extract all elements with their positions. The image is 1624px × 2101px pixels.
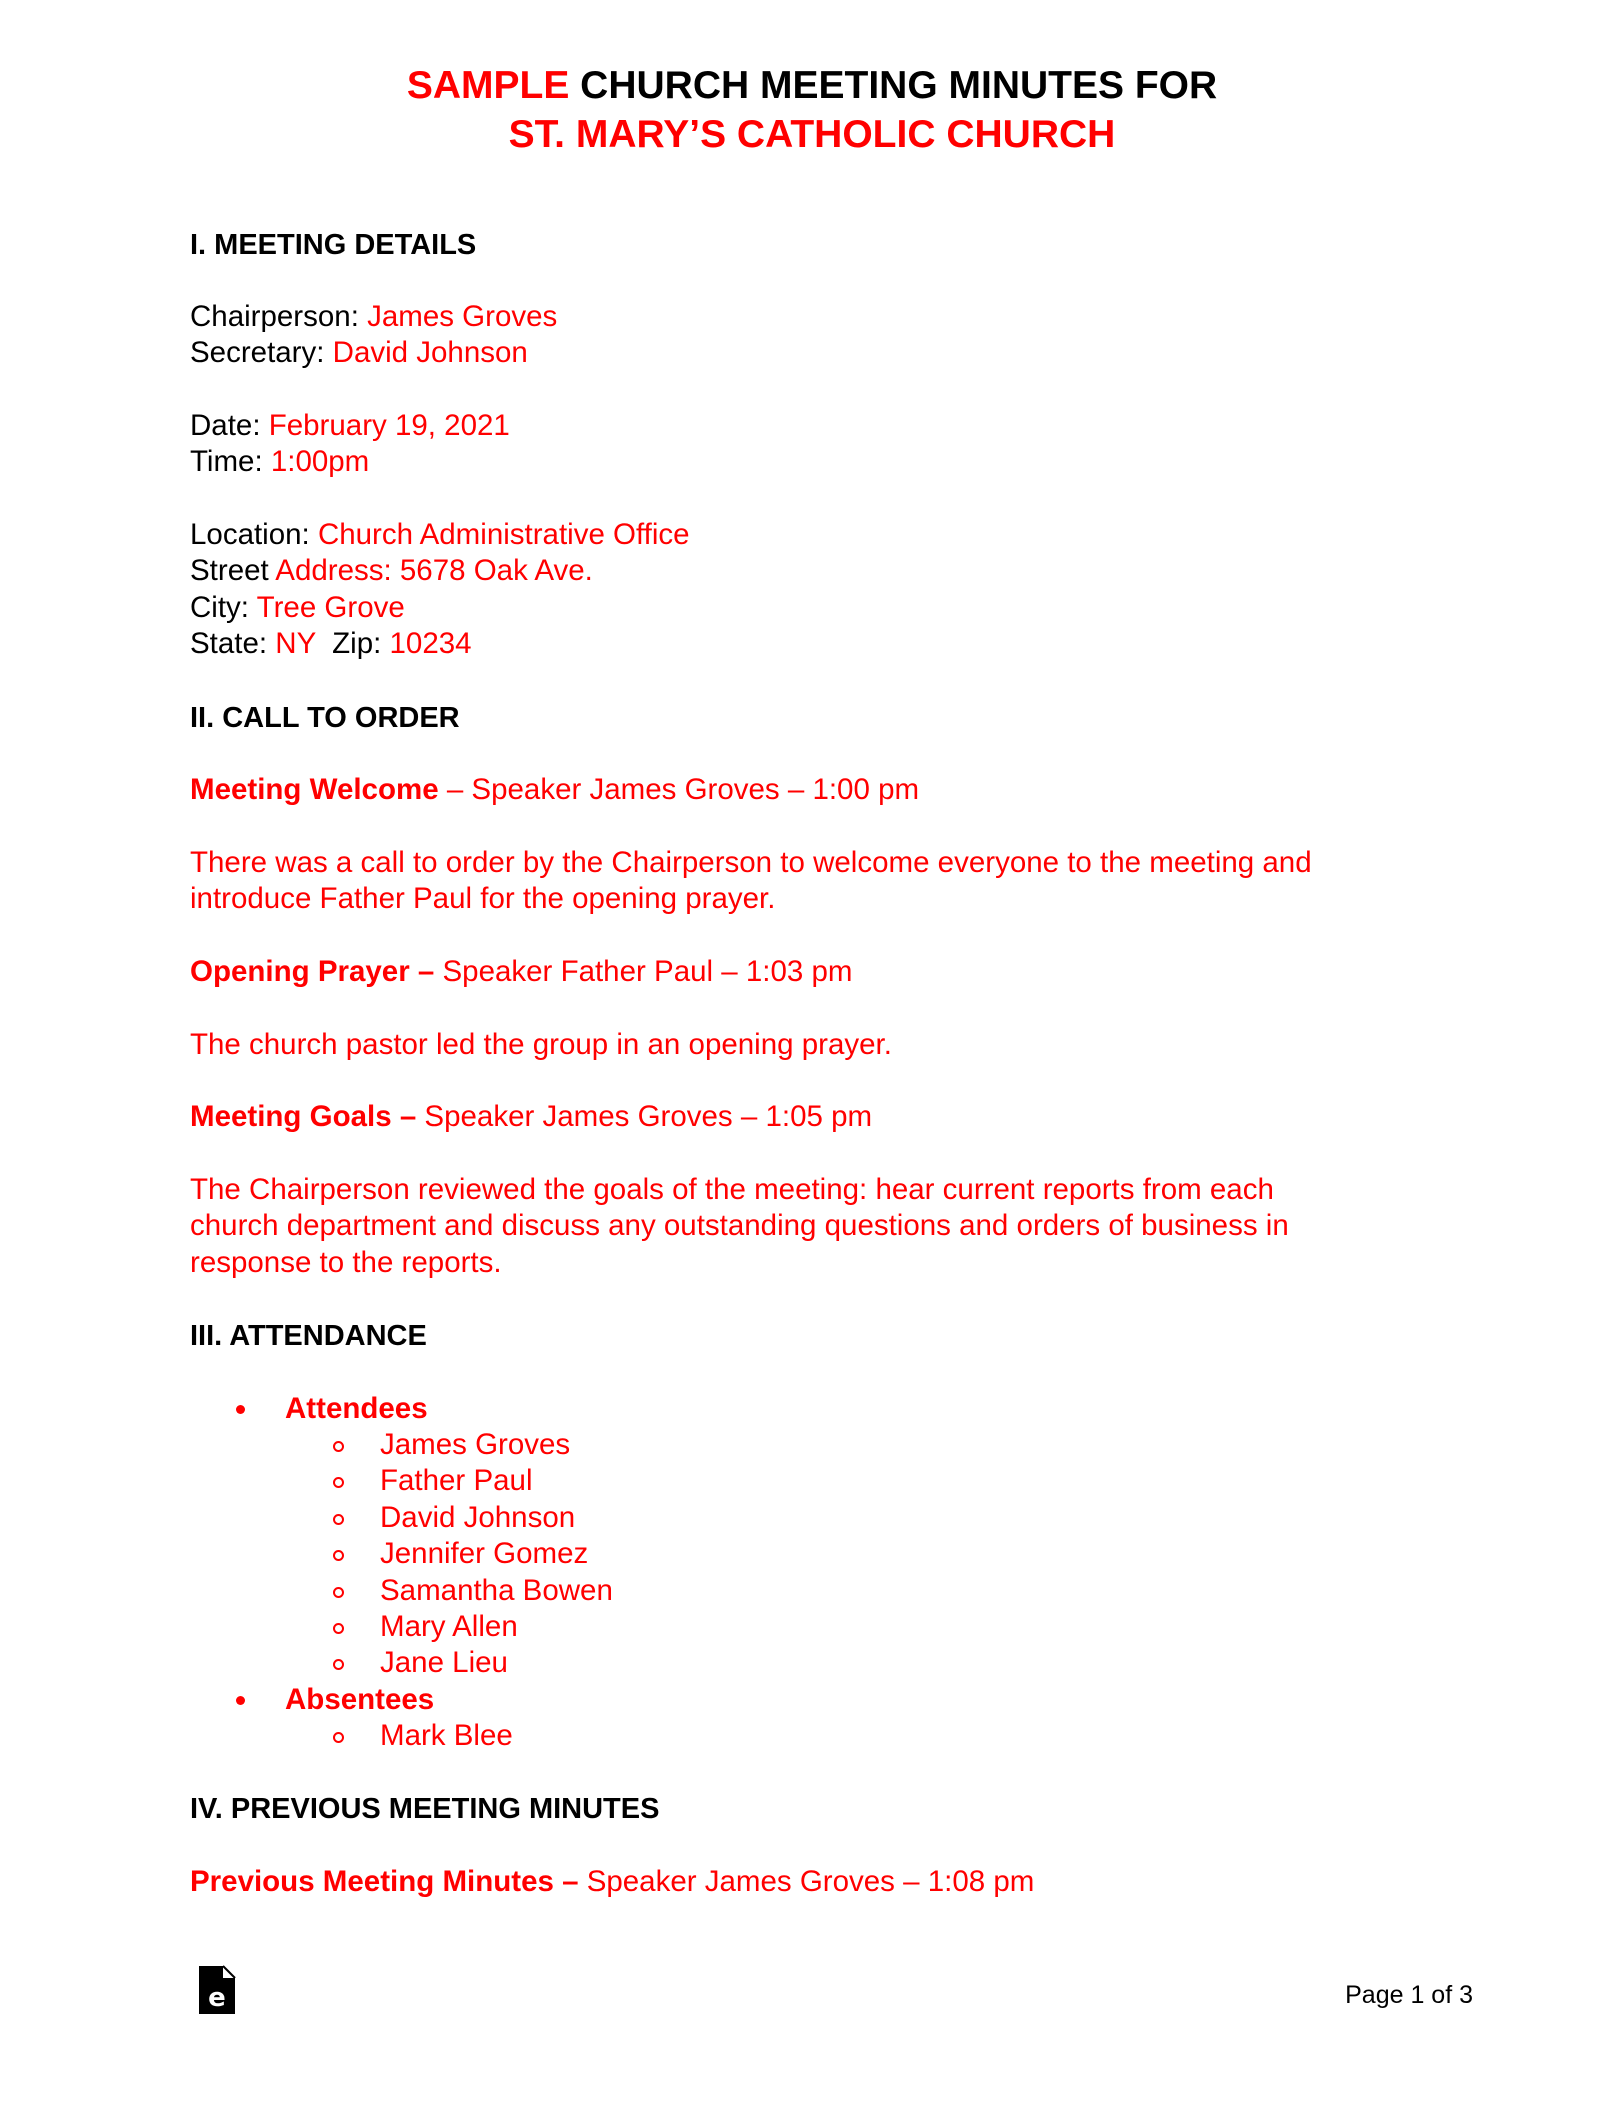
street-value: Address: 5678 Oak Ave. [275, 554, 593, 587]
title-main-text: CHURCH MEETING MINUTES FOR [569, 64, 1218, 107]
section-heading-attendance: III. ATTENDANCE [190, 1320, 427, 1352]
chairperson-value: James Groves [367, 300, 558, 333]
section-heading-call-to-order: II. CALL TO ORDER [190, 702, 460, 734]
zip-label: Zip: [315, 627, 390, 660]
street-label: Street [190, 554, 276, 587]
attendee-item: James Groves [380, 1428, 571, 1461]
time-line [190, 444, 369, 481]
previous-minutes-speaker: Speaker James Groves – 1:08 pm [578, 1865, 1035, 1898]
goals-text-line-1: The Chairperson reviewed the goals of the meeting: hear current reports from each [190, 1173, 1274, 1206]
circle-bullet-icon [333, 1587, 344, 1598]
street-line [190, 553, 593, 590]
meeting-welcome-speaker: – Speaker James Groves – 1:00 pm [438, 773, 920, 806]
secretary-label: Secretary: [190, 336, 333, 369]
section-heading-previous-minutes: IV. PREVIOUS MEETING MINUTES [190, 1793, 660, 1825]
meeting-welcome-title: Meeting Welcome [190, 773, 439, 806]
bullet-icon [236, 1696, 245, 1705]
title-sample-word: SAMPLE [406, 64, 570, 107]
goals-text-line-3: response to the reports. [190, 1246, 502, 1279]
section-heading-meeting-details: I. MEETING DETAILS [190, 229, 477, 261]
svg-text:e: e [208, 1983, 226, 2013]
chairperson-line [190, 299, 557, 336]
meeting-welcome-line [190, 772, 919, 809]
state-label: State: [190, 627, 276, 660]
city-label: City: [190, 591, 257, 624]
opening-prayer-line [190, 954, 852, 991]
circle-bullet-icon [333, 1659, 344, 1670]
state-value: NY [275, 627, 316, 660]
circle-bullet-icon [333, 1550, 344, 1561]
welcome-text-line-2: introduce Father Paul for the opening prayer. [190, 882, 776, 915]
circle-bullet-icon [333, 1623, 344, 1634]
attendee-item: Jennifer Gomez [380, 1537, 589, 1570]
location-label: Location: [190, 518, 318, 551]
previous-minutes-title: Previous Meeting Minutes – [190, 1865, 579, 1898]
date-label: Date: [190, 409, 269, 442]
attendees-label: Attendees [285, 1392, 428, 1425]
attendee-item: Samantha Bowen [380, 1574, 613, 1607]
opening-prayer-text: The church pastor led the group in an opening prayer. [190, 1028, 892, 1061]
state-zip-line [190, 626, 472, 663]
welcome-text-line-1: There was a call to order by the Chairperson to welcome everyone to the meeting and [190, 846, 1312, 879]
previous-minutes-line [190, 1864, 1034, 1901]
location-value: Church Administrative Office [317, 518, 690, 551]
goals-text-line-2: church department and discuss any outstanding questions and orders of business in [190, 1209, 1289, 1242]
date-value: February 19, 2021 [268, 409, 510, 442]
secretary-line [190, 335, 528, 372]
city-line [190, 590, 405, 627]
eforms-logo-icon [197, 1964, 237, 2016]
attendee-item: Jane Lieu [380, 1646, 508, 1679]
time-label: Time: [190, 445, 271, 478]
bullet-icon [236, 1405, 245, 1414]
chairperson-label: Chairperson: [190, 300, 368, 333]
circle-bullet-icon [333, 1441, 344, 1452]
absentee-item: Mark Blee [380, 1719, 513, 1752]
city-value: Tree Grove [256, 591, 405, 624]
secretary-value: David Johnson [332, 336, 528, 369]
attendee-item: Mary Allen [380, 1610, 518, 1643]
attendee-item: David Johnson [380, 1501, 576, 1534]
meeting-goals-speaker: Speaker James Groves – 1:05 pm [416, 1100, 873, 1133]
circle-bullet-icon [333, 1514, 344, 1525]
meeting-goals-title: Meeting Goals – [190, 1100, 417, 1133]
circle-bullet-icon [333, 1732, 344, 1743]
document-title-line-2: ST. MARY’S CATHOLIC CHURCH [508, 113, 1116, 156]
meeting-goals-line [190, 1099, 872, 1136]
opening-prayer-speaker: Speaker Father Paul – 1:03 pm [434, 955, 853, 988]
absentees-label: Absentees [285, 1683, 435, 1716]
attendee-item: Father Paul [380, 1464, 533, 1497]
time-value: 1:00pm [270, 445, 370, 478]
document-title-line-1 [0, 62, 1624, 110]
zip-value: 10234 [389, 627, 472, 660]
page-number: Page 1 of 3 [1345, 1981, 1473, 2009]
circle-bullet-icon [333, 1477, 344, 1488]
date-line [190, 408, 510, 445]
location-line [190, 517, 690, 554]
opening-prayer-title: Opening Prayer – [190, 955, 435, 988]
